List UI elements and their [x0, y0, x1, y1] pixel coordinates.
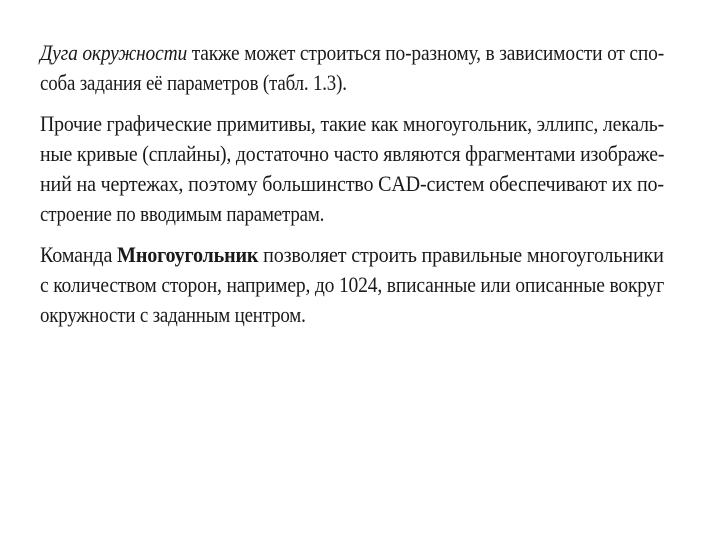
text-run: окружности с заданным центром. [40, 302, 306, 327]
text-run: с количеством сторон, например, до 1024, вписанные или описанные вокруг [40, 272, 665, 297]
text-line [40, 199, 664, 229]
text-line [40, 68, 664, 98]
command-name-polygon: Многоугольник [117, 242, 259, 267]
text-line [40, 38, 664, 68]
text-run: также может строиться по-разному, в зависимости от спо- [187, 40, 665, 65]
text-run: Команда [40, 242, 118, 267]
text-run: позволяет строить правильные многоугольники [258, 242, 664, 267]
text-line [40, 109, 664, 139]
term-arc: Дуга окружности [40, 40, 188, 65]
text-line [40, 169, 664, 199]
text-line [40, 270, 664, 300]
text-run: строение по вводимым параметрам. [40, 201, 325, 226]
text-line [40, 300, 664, 330]
text-line [40, 139, 664, 169]
paragraph-arc [40, 38, 664, 98]
text-run: Прочие графические примитивы, такие как многоугольник, эллипс, лекаль- [40, 111, 665, 136]
text-run: ные кривые (сплайны), достаточно часто являются фрагментами изображе- [40, 141, 665, 166]
text-run: ний на чертежах, поэтому большинство CAD-систем обеспечивают их по- [40, 171, 664, 196]
paragraph-primitives [40, 109, 664, 229]
text-run: соба задания её параметров (табл. 1.3). [40, 70, 347, 95]
document-page [40, 38, 664, 341]
paragraph-polygon [40, 240, 664, 330]
text-line [40, 240, 664, 270]
